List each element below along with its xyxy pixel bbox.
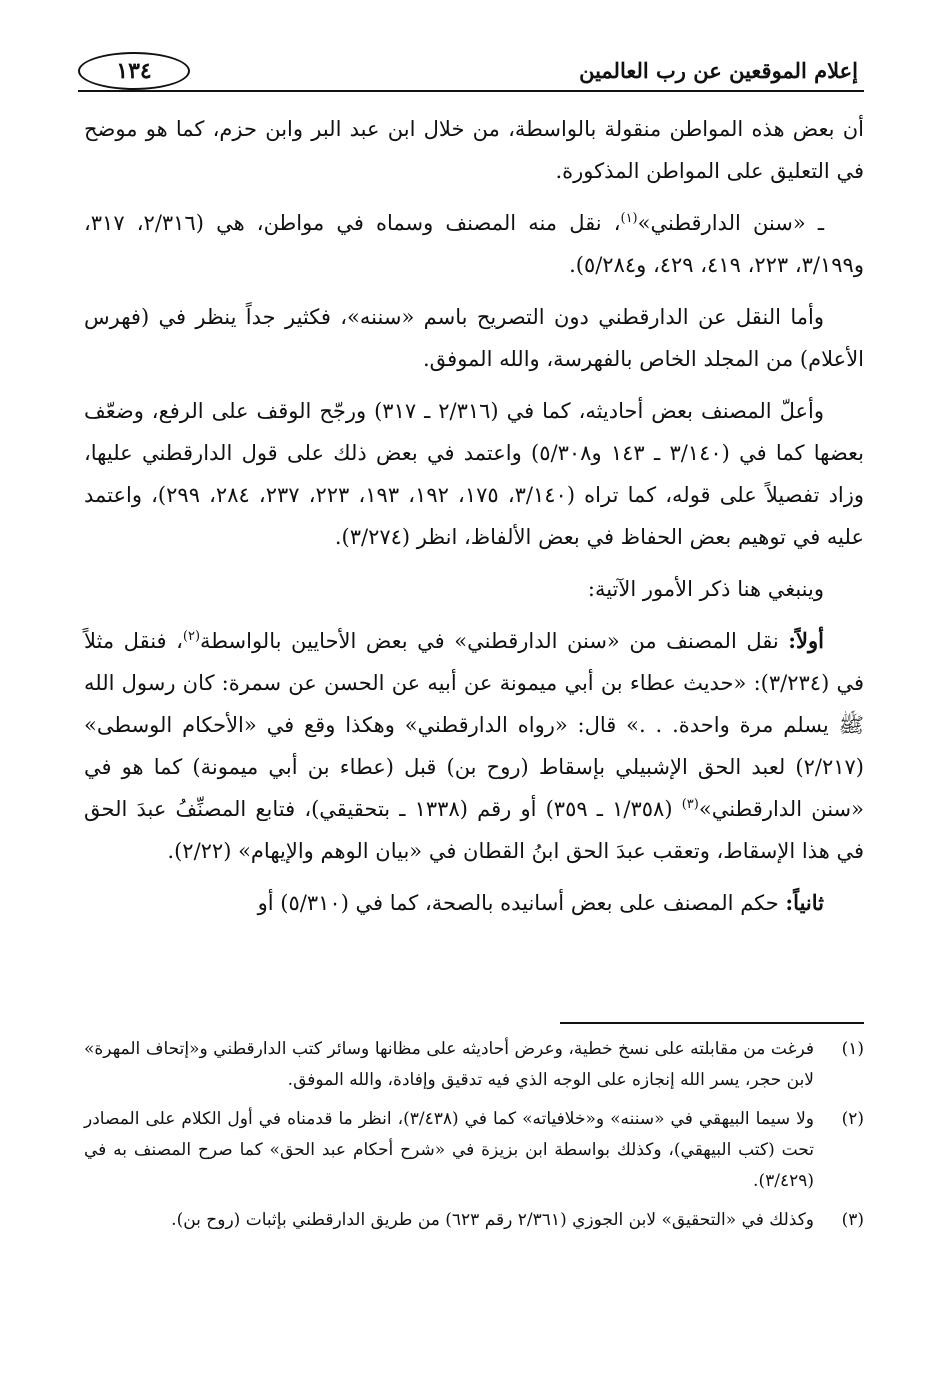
page-header bbox=[78, 52, 864, 96]
paragraph-1: أن بعض هذه المواطن منقولة بالواسطة، من خلال ابن عبد البر وابن حزم، كما هو موضح في التعليق على المواطن المذكورة. bbox=[84, 117, 865, 183]
paragraph-5: وينبغي هنا ذكر الأمور الآتية: bbox=[587, 577, 824, 601]
paragraph-6-b: ، فنقل مثلاً في (٣/٢٣٤): «حديث عطاء بن أبي ميمونة عن أبيه عن الحسن عن سمرة: كان رسول الله ﷺ يسلم مرة واحدة. . .» قال: «رواه الدارقطني» وهكذا وقع في «الأحكام الوسطى» (٢/٢١٧) لعبد الحق الإشبيلي بإسقاط (روح بن) قبل (عطاء بن أبي ميمونة) كما هو في «سنن الدارقطني» bbox=[84, 629, 864, 821]
footnote-separator bbox=[560, 1022, 864, 1024]
paragraph-2-start: ـ «سنن الدارقطني» bbox=[637, 211, 824, 235]
paragraph-2 bbox=[84, 202, 864, 286]
footnote-number: (٢) bbox=[841, 1109, 864, 1129]
footnote-ref-2: (٢) bbox=[182, 629, 201, 644]
paragraph-6-a: نقل المصنف من «سنن الدارقطني» في بعض الأحايين بالواسطة bbox=[200, 629, 789, 653]
paragraph-7-text: حكم المصنف على بعض أسانيده بالصحة، كما في (٥/٣١٠) أو bbox=[257, 891, 786, 915]
footnote-3 bbox=[84, 1205, 864, 1236]
footnote-text: ولا سيما البيهقي في «سننه» و«خلافياته» كما في (٣/٤٣٨)، انظر ما قدمناه في أول الكلام على المصادر تحت (كتب البيهقي)، وكذلك بواسطة ابن بزيزة في «شرح أحكام عبد الحق» كما صرح المصنف به في (٣/٤٢٩). bbox=[84, 1109, 814, 1191]
footnote-text: فرغت من مقابلته على نسخ خطية، وعرض أحاديثه على مظانها وسائر كتب الدارقطني و«إتحاف المهرة» لابن حجر، يسر الله إنجازه على الوجه الذي فيه تدقيق وإفادة، والله الموفق. bbox=[84, 1039, 814, 1090]
book-title: إعلام الموقعين عن رب العالمين bbox=[571, 58, 858, 83]
footnote-number: (٣) bbox=[841, 1210, 864, 1230]
paragraph-4: وأعلّ المصنف بعض أحاديثه، كما في (٢/٣١٦ ـ ٣١٧) ورجّح الوقف على الرفع، وضعّف بعضها كما في (٣/١٤٠ ـ ١٤٣ و٥/٣٠٨) واعتمد في بعض ذلك على قول الدارقطني عليها، وزاد تفصيلاً على قوله، كما تراه (٣/١٤٠، ١٧٥، ١٩٢، ١٩٣، ٢٢٣، ٢٣٧، ٢٨٤، ٢٩٩)، واعتمد عليه في توهيم بعض الحفاظ في بعض الألفاظ، انظر (٣/٢٧٤). bbox=[84, 399, 865, 549]
footnote-1 bbox=[84, 1034, 864, 1096]
footnote-number: (١) bbox=[841, 1039, 864, 1059]
point-second-label: ثانياً: bbox=[785, 890, 824, 915]
paragraph-7 bbox=[84, 882, 864, 924]
footnote-text: وكذلك في «التحقيق» لابن الجوزي (٢/٣٦١ رقم ٦٢٣) من طريق الدارقطني بإثبات (روح بن). bbox=[171, 1210, 814, 1230]
footnote-2 bbox=[84, 1104, 864, 1197]
main-text bbox=[84, 108, 864, 934]
paragraph-6-c: (١/٣٥٨ ـ ٣٥٩) أو رقم (١٣٣٨ ـ بتحقيقي)، فتابع المصنِّفُ عبدَ الحق في هذا الإسقاط، وتعقب عبدَ الحق ابنُ القطان في «بيان الوهم والإيهام» (٢/٢٢). bbox=[84, 797, 864, 863]
point-first-label: أولاً: bbox=[788, 628, 824, 653]
footnote-ref-3: (٣) bbox=[681, 797, 699, 812]
page-number: ١٣٤ bbox=[78, 52, 190, 90]
footnotes bbox=[84, 1034, 864, 1244]
paragraph-6 bbox=[84, 620, 864, 872]
footnote-ref-1: (١) bbox=[620, 211, 638, 226]
paragraph-3: وأما النقل عن الدارقطني دون التصريح باسم «سننه»، فكثير جداً ينظر في (فهرس الأعلام) من المجلد الخاص بالفهرسة، والله الموفق. bbox=[84, 305, 864, 371]
paragraph-2-end: ، نقل منه المصنف وسماه في مواطن، هي (٢/٣١٦، ٣١٧، و٣/١٩٩، ٢٢٣، ٤١٩، ٤٢٩، و٥/٢٨٤). bbox=[84, 211, 864, 277]
header-rule bbox=[78, 90, 864, 92]
